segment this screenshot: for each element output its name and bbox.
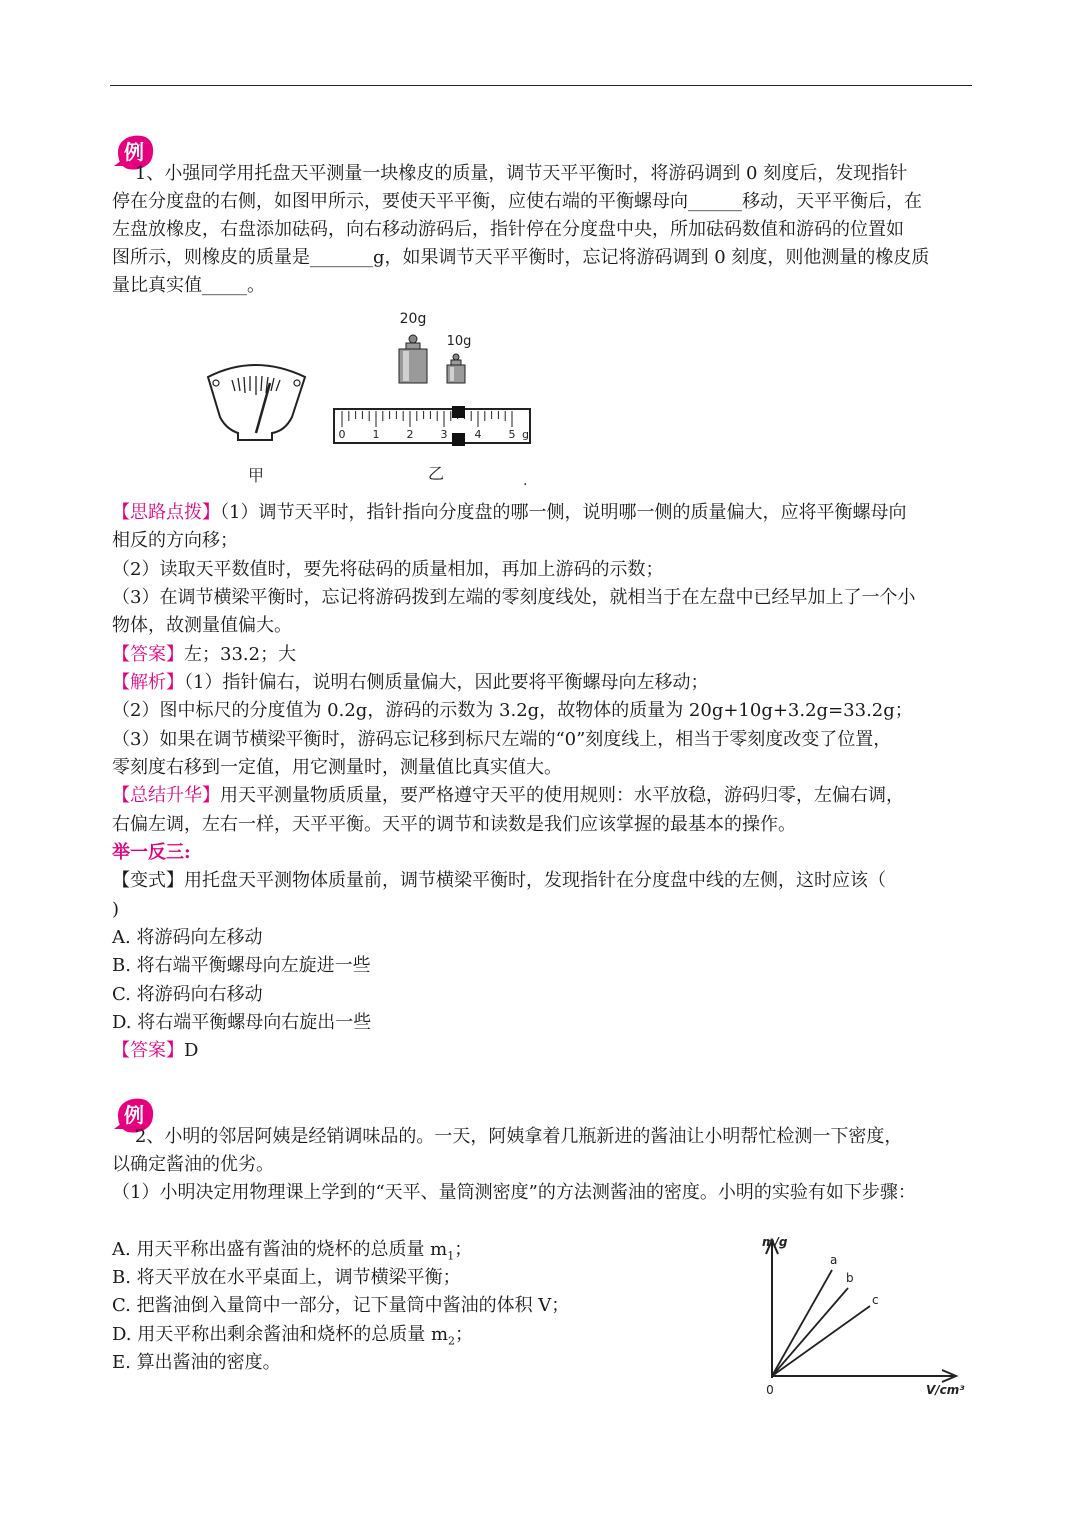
- weight-20g-label: 20g: [399, 311, 427, 327]
- ruler-tick-4: 4: [474, 428, 482, 441]
- line-c: [772, 1306, 870, 1376]
- x-axis-label: V/cm³: [926, 1383, 965, 1397]
- variant-answer: 【答案】D: [112, 1040, 199, 1061]
- y-axis-label: m/g: [762, 1235, 788, 1249]
- jiexi-tag: 【解析】: [112, 672, 184, 693]
- ex2-line-1: 2、小明的邻居阿姨是经销调味品的。一天，阿姨拿着几瓶新进的酱油让小明帮忙检测一下密度，: [112, 1126, 903, 1147]
- jiexi-line-3: （3）如果在调节横梁平衡时，游码忘记移到标尺左端的“0”刻度线上，相当于零刻度改变了位置，: [112, 729, 892, 750]
- silu-line-3b: 物体，故测量值偏大。: [112, 615, 292, 636]
- ex2-step-d: D. 用天平称出剩余酱油和烧杯的总质量 $m_2$；: [112, 1324, 474, 1348]
- silu-tag: 【思路点拨】: [112, 502, 220, 523]
- header-rule: [110, 85, 972, 86]
- label-yi: 乙: [427, 464, 445, 483]
- label-jia: 甲: [247, 466, 265, 485]
- badge-char: 例: [124, 140, 144, 164]
- rider-top: [452, 406, 465, 418]
- variant-question: 【变式】用托盘天平测物体质量前，调节横梁平衡时，发现指针在分度盘中线的左侧，这时应该（: [112, 870, 886, 891]
- ex2-step-e: E. 算出酱油的密度。: [112, 1352, 281, 1373]
- ruler-tick-1: 1: [372, 428, 380, 441]
- variant-option-b: B. 将右端平衡螺母向左旋进一些: [112, 955, 371, 976]
- jiexi-line-1: 【解析】（1）指针偏右，说明右侧质量偏大，因此要将平衡螺母向左移动；: [112, 672, 709, 693]
- answer-tag: 【答案】: [112, 644, 184, 665]
- weight-20g: [399, 311, 427, 383]
- ex2-step-b: B. 将天平放在水平桌面上，调节横梁平衡；: [112, 1267, 461, 1288]
- line-b: [772, 1288, 848, 1376]
- answer-1: 【答案】左；33.2；大: [112, 644, 297, 665]
- line-b-label: b: [846, 1271, 854, 1285]
- silu-line-1: 【思路点拨】（1）调节天平时，指针指向分度盘的哪一侧，说明哪一侧的质量偏大，应将平衡螺母向: [112, 502, 907, 523]
- ex2-step-c: C. 把酱油倒入量筒中一部分，记下量筒中酱油的体积 V；: [112, 1295, 570, 1316]
- variant-heading: 举一反三:: [112, 842, 191, 863]
- ex1-line-4: 图所示，则橡皮的质量是_______g，如果调节天平平衡时，忘记将游码调到 0 刻度，则他测量的橡皮质: [112, 247, 930, 268]
- line-a: [772, 1270, 832, 1376]
- ex1-line-5: 量比真实值_____。: [112, 275, 265, 296]
- summary-line-2: 右偏左调，左右一样，天平平衡。天平的调节和读数是我们应该掌握的最基本的操作。: [112, 814, 796, 835]
- ex2-line-2: 以确定酱油的优劣。: [112, 1154, 274, 1175]
- mass-volume-graph: [740, 1228, 970, 1403]
- badge-char-2: 例: [124, 1103, 144, 1127]
- ruler-tick-2: 2: [406, 428, 414, 441]
- silu-line-1b: 相反的方向移；: [112, 530, 238, 551]
- line-a-label: a: [830, 1253, 838, 1267]
- dial-jia: [208, 365, 305, 440]
- balance-figure: [200, 305, 550, 495]
- ruler-tick-0: 0: [338, 428, 346, 441]
- jiexi-line-2: （2）图中标尺的分度值为 0.2g，游码的示数为 3.2g，故物体的质量为 20g+10g+3.2g=33.2g；: [112, 700, 913, 721]
- summary-line-1: 【总结升华】用天平测量物质质量，要严格遵守天平的使用规则：水平放稳，游码归零，左偏右调，: [112, 785, 904, 806]
- silu-line-2: （2）读取天平数值时，要先将砝码的质量相加，再加上游码的示数；: [112, 559, 664, 580]
- silu-line-3: （3）在调节横梁平衡时，忘记将游码拨到左端的零刻度线处，就相当于在左盘中已经早加上了一个小: [112, 587, 916, 608]
- weight-10g: [447, 334, 472, 383]
- ex1-line-1: 1、小强同学用托盘天平测量一块橡皮的质量，调节天平平衡时，将游码调到 0 刻度后，发现指针: [112, 163, 908, 184]
- line-c-label: c: [872, 1293, 879, 1307]
- ex2-line-3: （1）小明决定用物理课上学到的“天平、量筒测密度”的方法测酱油的密度。小明的实验有如下步骤：: [112, 1182, 916, 1203]
- ruler-tick-3: 3: [440, 428, 448, 441]
- variant-option-a: A. 将游码向左移动: [112, 927, 263, 948]
- jiexi-line-3b: 零刻度右移到一定值，用它测量时，测量值比真实值大。: [112, 757, 562, 778]
- ruler-tick-5: 5: [508, 428, 516, 441]
- ex1-line-3: 左盘放橡皮，右盘添加砝码，向右移动游码后，指针停在分度盘中央，所加砝码数值和游码的位置如: [112, 219, 904, 240]
- ruler-yi: [334, 406, 530, 446]
- ex1-line-2: 停在分度盘的右侧，如图甲所示，要使天平平衡，应使右端的平衡螺母向______移动，天平平衡后，在: [112, 191, 922, 212]
- variant-option-c: C. 将游码向右移动: [112, 984, 263, 1005]
- variant-option-d: D. 将右端平衡螺母向右旋出一些: [112, 1012, 372, 1033]
- summary-tag: 【总结升华】: [112, 785, 220, 806]
- ex2-step-a: A. 用天平称出盛有酱油的烧杯的总质量 $m_1$；: [112, 1239, 473, 1263]
- weight-10g-label: 10g: [446, 334, 472, 349]
- rider-bottom: [452, 433, 465, 446]
- ruler-unit: g: [522, 428, 529, 441]
- origin-label: 0: [766, 1383, 774, 1397]
- figure-dot: .: [523, 473, 528, 489]
- variant-answer-tag: 【答案】: [112, 1040, 184, 1061]
- variant-question-end: ): [112, 899, 120, 920]
